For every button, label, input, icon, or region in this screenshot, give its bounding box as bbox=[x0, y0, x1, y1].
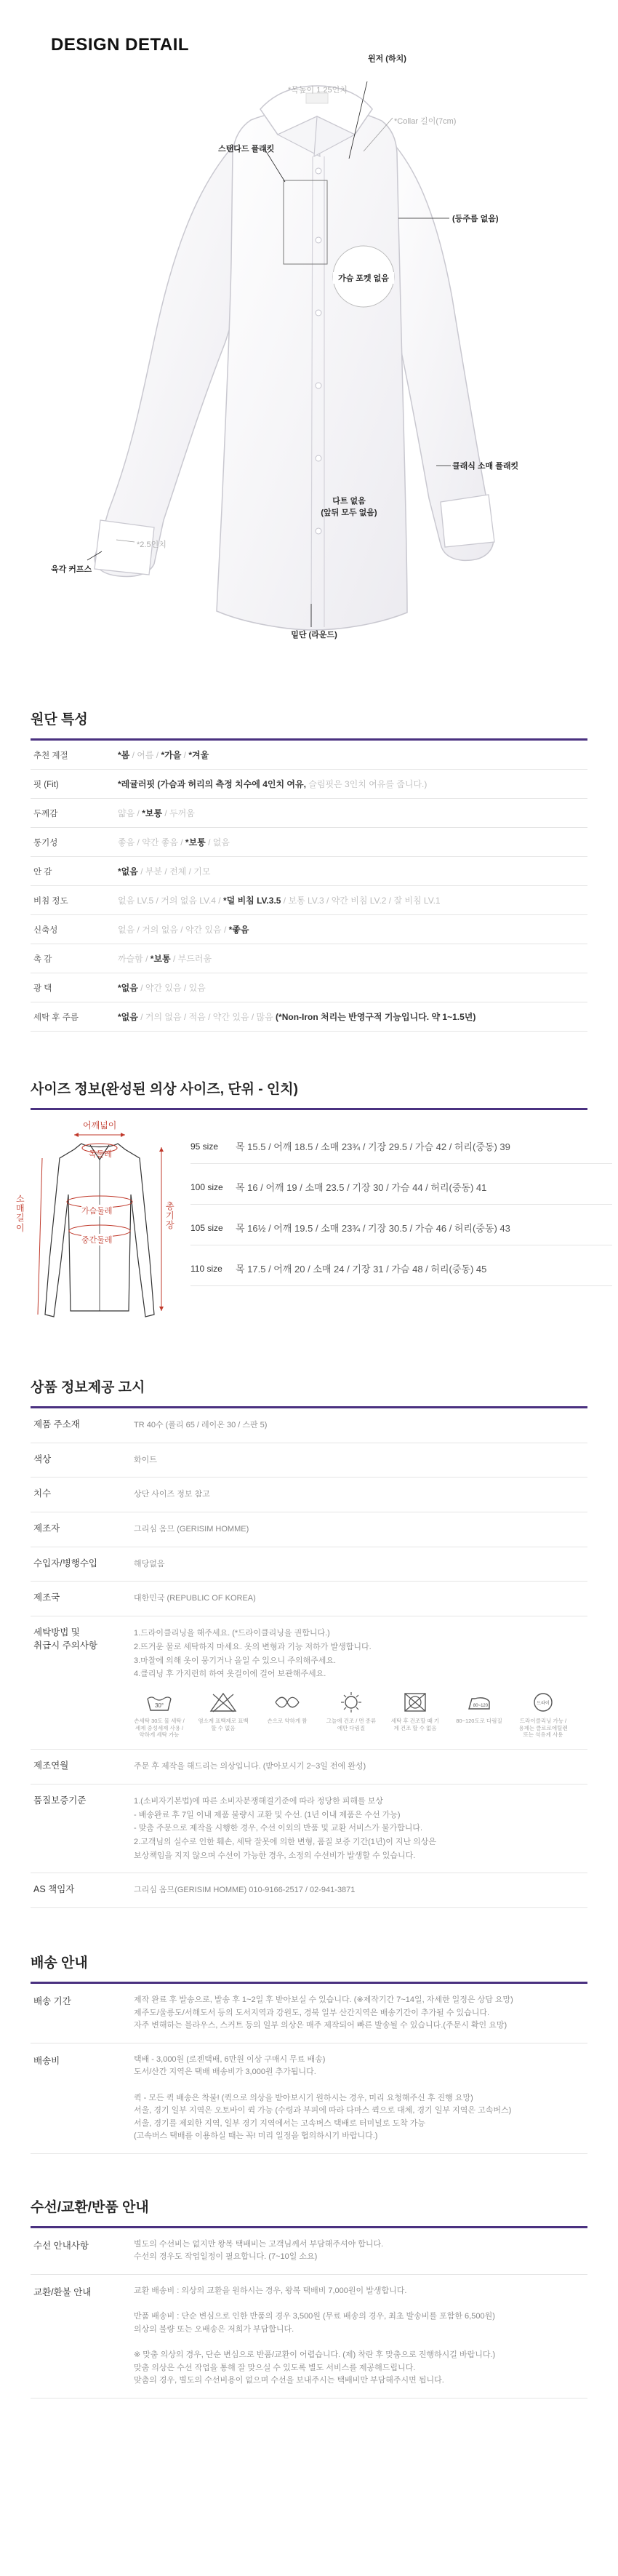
shirt-illustration bbox=[0, 0, 618, 677]
sleeve-label: 소매길이 bbox=[16, 1194, 25, 1233]
fabric-key: 두께감 bbox=[33, 809, 58, 818]
wash-key: 세탁방법 및 취급시 주의사항 bbox=[33, 1627, 97, 1651]
size-label: 105 size bbox=[190, 1222, 223, 1233]
pocket-label: 가슴 포켓 없음 bbox=[333, 272, 394, 284]
size-body bbox=[16, 1114, 587, 1333]
fabric-option-selected: *좋음 bbox=[228, 925, 249, 935]
fabric-value bbox=[118, 1010, 587, 1023]
shoulder-label: 어깨넓이 bbox=[83, 1120, 117, 1131]
wash-icon-caption: 그늘에 건조 / 면 종류에만 다림질 bbox=[326, 1717, 377, 1731]
fabric-option: / bbox=[281, 896, 289, 906]
fabric-value bbox=[118, 749, 587, 761]
fabric-option: 적음 bbox=[188, 1012, 206, 1022]
fabric-option: 거의 없음 LV.4 bbox=[161, 896, 216, 906]
fabric-option: 슬림핏은 3인치 여유를 줍니다.) bbox=[308, 779, 428, 789]
fabric-table bbox=[31, 741, 587, 1032]
fabric-value bbox=[118, 836, 587, 848]
info-row bbox=[31, 1750, 587, 1785]
fabric-option: 여름 bbox=[137, 750, 154, 760]
back-pleat-label: (등주름 없음) bbox=[452, 215, 499, 223]
size-label: 110 size bbox=[190, 1263, 222, 1274]
fabric-option: 거의 없음 bbox=[142, 925, 178, 935]
wash-icon-caption: 손으로 약하게 짬 bbox=[267, 1717, 308, 1724]
fabric-option: / bbox=[215, 896, 223, 906]
dart-label-line1: 다트 없음 bbox=[332, 497, 366, 506]
fabric-option: / bbox=[221, 925, 229, 935]
design-detail-title: DESIGN DETAIL bbox=[51, 35, 190, 55]
info-value: 그리심 옴므 (GERISIM HOMME) bbox=[134, 1525, 249, 1534]
dart-label-line2: (앞뒤 모두 없음) bbox=[321, 509, 377, 517]
size-value: 목 17.5 / 어깨 20 / 소매 24 / 기장 31 / 가슴 48 / 허리(중동) 45 bbox=[236, 1264, 487, 1275]
dry-clean-icon bbox=[529, 1691, 558, 1713]
size-rule bbox=[31, 1108, 587, 1110]
wash-icon-caption: 80~120도로 다림질 bbox=[456, 1717, 502, 1724]
info-key: 수입자/병행수입 bbox=[33, 1558, 97, 1568]
fabric-option: 없음 bbox=[118, 925, 135, 935]
fabric-option: / bbox=[143, 954, 151, 964]
fabric-option: / bbox=[181, 1012, 189, 1022]
svg-text:드라이: 드라이 bbox=[537, 1701, 550, 1706]
info-row bbox=[31, 2275, 587, 2398]
collar-height-label: *목높이 1.25인치 bbox=[288, 86, 348, 95]
fabric-option: / bbox=[162, 866, 170, 877]
info-row bbox=[31, 1873, 587, 1908]
size-diagram bbox=[31, 1114, 176, 1333]
fabric-option: / bbox=[205, 837, 213, 848]
placket-label: 스탠다드 플래킷 bbox=[218, 145, 275, 153]
fabric-option: / bbox=[137, 866, 145, 877]
wash-line: 2.뜨거운 물로 세탁하지 마세요. 옷의 변형과 기능 저하가 발생합니다. bbox=[134, 1642, 372, 1651]
info-row bbox=[31, 1785, 587, 1873]
wash-line: 3.마찰에 의해 옷이 뭉기거나 올일 수 있으니 주의해주세요. bbox=[134, 1656, 337, 1665]
fabric-option: / bbox=[137, 983, 145, 993]
wash-icon-item bbox=[326, 1691, 377, 1739]
wash-lines bbox=[134, 1627, 587, 1681]
fabric-option-selected: *보통 bbox=[185, 837, 206, 848]
fabric-value bbox=[118, 923, 587, 936]
fabric-title: 원단 특성 bbox=[31, 712, 88, 727]
info-key: 배송비 bbox=[33, 2055, 60, 2066]
size-value: 목 15.5 / 어깨 18.5 / 소매 23¾ / 기장 29.5 / 가슴 42 / 허리(중동) 39 bbox=[236, 1141, 510, 1152]
fabric-option: / bbox=[162, 808, 170, 818]
fabric-key: 촉 감 bbox=[33, 954, 52, 964]
wash-icon-caption: 세탁 후 건조할 때 기계 건조 할 수 없음 bbox=[390, 1717, 440, 1731]
fabric-option-selected: *가을 bbox=[161, 750, 182, 760]
fabric-key: 핏 (Fit) bbox=[33, 780, 59, 789]
return-section bbox=[0, 2196, 618, 2398]
fabric-option: / bbox=[170, 954, 178, 964]
wash-row bbox=[31, 1616, 587, 1750]
fabric-option: 약간 있음 bbox=[185, 925, 222, 935]
waist-label: 중간둘레 bbox=[81, 1234, 113, 1245]
size-section bbox=[0, 1078, 618, 1333]
fabric-option: 두꺼움 bbox=[169, 808, 195, 818]
info-row bbox=[31, 1984, 587, 2043]
fabric-key: 안 감 bbox=[33, 867, 52, 877]
fabric-row bbox=[31, 770, 587, 799]
fabric-option: 없음 bbox=[212, 837, 230, 848]
wash-icon-caption: 손세탁 30도 물 세탁 / 세제 중성세제 사용 / 약하게 세탁 가능 bbox=[134, 1717, 185, 1739]
info-value: 1.(소비자기본법)에 따른 소비자분쟁해결기준에 따라 정당한 피해를 보상 - 배송완료 후 7일 이내 제품 불량시 교환 및 수선. (1년 이내 제품은 수선 가능) - 맞춤 주문으로 제작을 시행한 경우, 수선 이외의 반품 및 교환 서비스가 불가합니다. 2.고객님의 실수로 인한 훼손, 세탁 잘못에 의한 변형, 품질 보증 기간(1년)이 지난 의상은 보상책임을 지지 않으며 수선이 가능한 경우, 소정의 수선비가 발생할 수 있습니다. bbox=[134, 1796, 437, 1860]
fabric-value bbox=[118, 778, 587, 790]
info-table-2 bbox=[31, 1750, 587, 1908]
info-key: 제품 주소재 bbox=[33, 1419, 80, 1429]
fabric-option: / bbox=[181, 983, 189, 993]
wash-value bbox=[134, 1616, 587, 1749]
fabric-option: 부분 bbox=[145, 866, 163, 877]
wash-line: 4.클리닝 후 가지런히 하여 옷걸이에 걸어 보관해주세요. bbox=[134, 1670, 326, 1679]
fabric-option: 있음 bbox=[188, 983, 206, 993]
fabric-key: 세탁 후 주름 bbox=[33, 1013, 79, 1022]
info-row bbox=[31, 2043, 587, 2154]
fabric-option-selected: (*Non-Iron 처리는 반영구적 기능입니다. 약 1~1.5년) bbox=[273, 1012, 476, 1022]
fabric-option: / bbox=[135, 808, 143, 818]
fabric-row bbox=[31, 799, 587, 828]
chest-label: 가슴둘레 bbox=[81, 1205, 113, 1216]
fabric-row bbox=[31, 828, 587, 857]
fabric-option: / bbox=[249, 1012, 257, 1022]
delivery-table bbox=[31, 1984, 587, 2154]
fabric-key: 광 택 bbox=[33, 984, 52, 993]
fabric-key: 신축성 bbox=[33, 925, 58, 935]
collar-length-label: *Collar 길이(7cm) bbox=[394, 117, 457, 126]
info-key: 제조국 bbox=[33, 1592, 60, 1603]
info-value: 화이트 bbox=[134, 1455, 157, 1464]
fabric-option: 없음 LV.5 bbox=[118, 896, 154, 906]
fabric-option: / bbox=[135, 925, 143, 935]
fabric-option: 전체 bbox=[169, 866, 187, 877]
fabric-option: / bbox=[153, 896, 161, 906]
info-key: 제조자 bbox=[33, 1523, 60, 1534]
fabric-value bbox=[118, 865, 587, 877]
no-machine-dry-icon bbox=[273, 1691, 302, 1713]
length-label: 총기장 bbox=[166, 1201, 174, 1231]
info-value: 대한민국 (REPUBLIC OF KOREA) bbox=[134, 1594, 256, 1603]
size-title: 사이즈 정보(완성된 의상 사이즈, 단위 - 인치) bbox=[31, 1082, 298, 1097]
info-row bbox=[31, 1512, 587, 1547]
fabric-option: 약간 있음 bbox=[212, 1012, 249, 1022]
fabric-value bbox=[118, 952, 587, 965]
return-table bbox=[31, 2228, 587, 2398]
fabric-option-selected: *보통 bbox=[142, 808, 163, 818]
fabric-key: 비침 정도 bbox=[33, 896, 68, 906]
info-value: TR 40수 (폴리 65 / 레이온 30 / 스판 5) bbox=[134, 1421, 268, 1429]
info-row bbox=[31, 1408, 587, 1443]
info-key: 수선 안내사항 bbox=[33, 2240, 89, 2251]
fabric-option-selected: *없음 bbox=[118, 866, 138, 877]
fabric-option: / bbox=[177, 837, 185, 848]
fabric-option: 거의 없음 bbox=[145, 1012, 182, 1022]
fabric-option: 약간 비침 LV.2 bbox=[331, 896, 387, 906]
svg-text:80~120: 80~120 bbox=[473, 1703, 489, 1708]
info-title: 상품 정보제공 고시 bbox=[31, 1380, 145, 1395]
fabric-row bbox=[31, 741, 587, 770]
sleeve-placket-label: 클래식 소매 플래킷 bbox=[452, 462, 519, 471]
fabric-option: / bbox=[324, 896, 332, 906]
fabric-option: / bbox=[129, 750, 137, 760]
fabric-option: 부드러움 bbox=[177, 954, 212, 964]
info-value: 제작 완료 후 발송으로, 발송 후 1~2일 후 받아보실 수 있습니다. (※제작기간 7~14일, 자세한 일정은 상담 요망) 제주도/울릉도/서해도서 등의 도서지역과 강원도, 경북 일부 산간지역은 배송기간이 추가될 수 있습니다. 자주 변해하는 블라우스, 스커트 등의 일부 의상은 매주 제작되어 빠른 발송될 수 있습니다.(주문시 확인 요망) bbox=[134, 1995, 513, 2030]
wash-icon-item bbox=[262, 1691, 313, 1739]
wash-icon-item bbox=[198, 1691, 249, 1739]
info-key: AS 책임자 bbox=[33, 1884, 75, 1895]
info-table bbox=[31, 1408, 587, 1616]
fabric-option: / bbox=[153, 750, 161, 760]
svg-text:30°: 30° bbox=[154, 1702, 164, 1709]
info-section bbox=[0, 1376, 618, 1908]
info-row bbox=[31, 2228, 587, 2275]
fabric-option-selected: *겨울 bbox=[188, 750, 209, 760]
size-label: 100 size bbox=[190, 1181, 223, 1192]
design-detail-section bbox=[0, 0, 618, 677]
fabric-section bbox=[0, 709, 618, 1032]
fabric-option-selected: *레귤러핏 (가슴과 허리의 측정 치수에 4인치 여유, bbox=[118, 779, 309, 789]
fabric-option: / bbox=[386, 896, 394, 906]
delivery-title: 배송 안내 bbox=[31, 1955, 88, 1971]
info-row bbox=[31, 1478, 587, 1512]
wash-icon-caption: 염소계 표백제로 표백 할 수 없음 bbox=[198, 1717, 249, 1731]
no-bleach-icon bbox=[209, 1691, 238, 1713]
fabric-option: 약간 있음 bbox=[145, 983, 182, 993]
info-row bbox=[31, 1443, 587, 1478]
fabric-option: 약간 좋음 bbox=[142, 837, 178, 848]
fabric-option-selected: *봄 bbox=[118, 750, 130, 760]
fabric-key: 추천 계절 bbox=[33, 751, 68, 760]
fabric-row bbox=[31, 1002, 587, 1032]
info-value: 그리심 옴므(GERISIM HOMME) 010-9166-2517 / 02-941-3871 bbox=[134, 1886, 356, 1895]
wash-icon-caption: 드라이클리닝 가능 / 용제는 클로로에틸렌 또는 석유계 사용 bbox=[518, 1717, 568, 1739]
wash-icons bbox=[134, 1691, 587, 1739]
collar-type-label: 윈저 (하치) bbox=[368, 55, 406, 63]
fabric-option: 보통 LV.3 bbox=[288, 896, 324, 906]
fabric-option: / bbox=[137, 1012, 145, 1022]
fabric-option-selected: *없음 bbox=[118, 1012, 138, 1022]
fabric-row bbox=[31, 857, 587, 886]
wash-icon-item bbox=[134, 1691, 185, 1739]
return-title: 수선/교환/반품 안내 bbox=[31, 2199, 149, 2215]
info-value: 상단 사이즈 정보 참고 bbox=[134, 1490, 210, 1499]
info-row bbox=[31, 1547, 587, 1582]
info-key: 제조연월 bbox=[33, 1760, 69, 1771]
info-row bbox=[31, 1582, 587, 1616]
size-label: 95 size bbox=[190, 1141, 219, 1152]
size-row bbox=[190, 1129, 612, 1164]
neck-label: 목둘레 bbox=[89, 1150, 112, 1159]
fabric-row bbox=[31, 973, 587, 1002]
info-value: 별도의 수선비는 없지만 왕복 택배비는 고객님께서 부담해주셔야 합니다. 수선의 경우도 작업일정이 필요합니다. (7~10일 소요) bbox=[134, 2239, 384, 2262]
info-key: 색상 bbox=[33, 1454, 52, 1464]
size-row bbox=[190, 1170, 612, 1205]
fabric-row bbox=[31, 915, 587, 944]
fabric-key: 통기성 bbox=[33, 838, 58, 848]
fabric-row bbox=[31, 944, 587, 973]
fabric-value bbox=[118, 981, 587, 994]
size-row bbox=[190, 1251, 612, 1286]
iron-temp-icon bbox=[465, 1691, 494, 1713]
fabric-option-selected: *덜 비침 LV.3.5 bbox=[222, 896, 281, 906]
size-row bbox=[190, 1211, 612, 1245]
iron-low-icon bbox=[337, 1691, 366, 1713]
fabric-option: 많음 bbox=[256, 1012, 273, 1022]
info-key: 치수 bbox=[33, 1488, 52, 1499]
info-key: 품질보증기준 bbox=[33, 1795, 87, 1806]
fabric-option: / bbox=[135, 837, 143, 848]
fabric-option: 기모 bbox=[193, 866, 211, 877]
fabric-value bbox=[118, 894, 587, 906]
fabric-option: 좋음 bbox=[118, 837, 135, 848]
fabric-value bbox=[118, 807, 587, 819]
cuff-label: 육각 커프스 bbox=[51, 565, 92, 574]
wash-icon-item bbox=[518, 1691, 569, 1739]
wash-icon-item bbox=[454, 1691, 505, 1739]
size-value: 목 16 / 어깨 19 / 소매 23.5 / 기장 30 / 가슴 44 / 허리(중동) 41 bbox=[236, 1182, 487, 1193]
hem-label: 밑단 (라운드) bbox=[291, 631, 337, 639]
fabric-option: 잘 비침 LV.1 bbox=[393, 896, 441, 906]
fabric-option-selected: *없음 bbox=[118, 983, 138, 993]
cuff-width-label: *2.5인치 bbox=[137, 541, 166, 549]
delivery-section bbox=[0, 1952, 618, 2154]
dart-label bbox=[313, 495, 385, 518]
info-value: 해당없음 bbox=[134, 1559, 165, 1568]
wash-line: 1.드라이클리닝을 해주세요. (*드라이클리닝을 권합니다.) bbox=[134, 1629, 330, 1638]
fabric-option-selected: *보통 bbox=[150, 954, 171, 964]
size-value: 목 16½ / 어깨 19.5 / 소매 23¾ / 기장 30.5 / 가슴 46 / 허리(중동) 43 bbox=[236, 1223, 510, 1234]
fabric-option: / bbox=[205, 1012, 213, 1022]
info-value: 택배 - 3,000원 (로젠택배, 6만원 이상 구매시 무료 배송) 도서/산간 지역은 택배 배송비가 3,000원 추가됩니다. 퀵 - 모든 퀵 배송은 착불! (퀵으로 의상을 받아보시기 원하시는 경우, 미리 요청해주신 후 진행 요망) 서울, 경기 일부 지역은 오토바이 퀵 가능 (수령과 부피에 따라 다마스 퀵으로 대체, 경기 일부 지역은 고속버스) 서울, 경기를 제외한 지역, 일부 경기 지역에서는 고속버스 택배로 터미널로 도착 가능 (고속버스 택배를 이용하실 때는 꼭! 미리 일정을 협의하시기 바랍니다.) bbox=[134, 2054, 512, 2141]
no-tumble-dry-icon bbox=[401, 1691, 430, 1713]
fabric-row bbox=[31, 886, 587, 915]
fabric-option: 까슬함 bbox=[118, 954, 143, 964]
info-value: 주문 후 제작을 해드리는 의상입니다. (받아보시기 2~3일 전에 완성) bbox=[134, 1762, 366, 1771]
info-value: 교환 배송비 : 의상의 교환을 원하시는 경우, 왕복 택배비 7,000원이 발생합니다. 반품 배송비 : 단순 변심으로 인한 반품의 경우 3,500원 (무료 배송의 경우, 최초 발송비를 포함한 6,500원) 의상의 불량 또는 오배송은 저희가 부담합니다. ※ 맞춤 의상의 경우, 단순 변심으로 반품/교환이 어렵습니다. (제) 착란 후 맞춤으로 진행하시길 바랍니다.) 맞춤 의상은 수선 작업을 통해 잘 맞으실 수 있도록 별도 서비스를 제공해드립니다. 맞춤의 경우, 별도의 수선비용이 없으며 수선을 보내주시는 택배비만 부담해주시면 됩니다. bbox=[134, 2286, 496, 2385]
fabric-option: / bbox=[181, 750, 189, 760]
hand-wash-icon bbox=[145, 1691, 174, 1713]
fabric-option: / bbox=[177, 925, 185, 935]
info-key: 교환/환불 안내 bbox=[33, 2287, 92, 2298]
info-key: 배송 기간 bbox=[33, 1995, 71, 2006]
fabric-option: / bbox=[186, 866, 194, 877]
wash-icon-item bbox=[390, 1691, 441, 1739]
fabric-option: 얇음 bbox=[118, 808, 135, 818]
